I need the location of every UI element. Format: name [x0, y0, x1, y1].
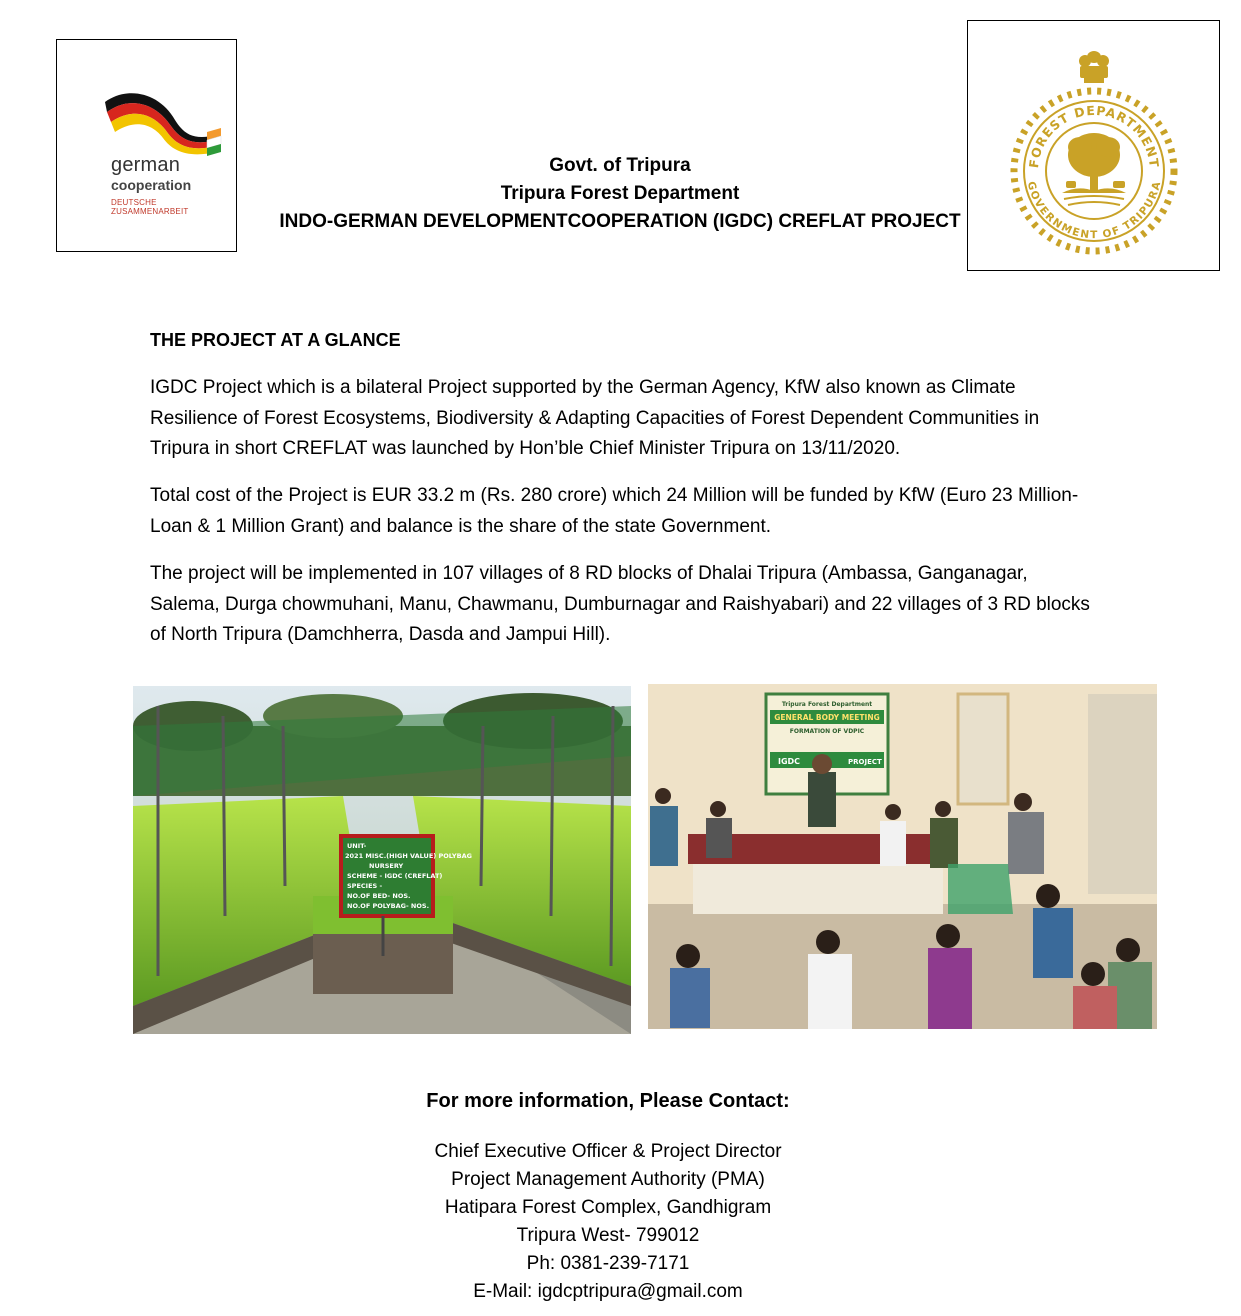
- seal-top-text: FOREST DEPARTMENT: [1025, 102, 1163, 169]
- nursery-photo: [133, 686, 631, 1034]
- banner-dept: Tripura Forest Department: [781, 701, 873, 708]
- seal-bottom-text: GOVERNMENT OF TRIPURA: [1024, 180, 1164, 242]
- german-cooperation-logo: [56, 39, 237, 252]
- banner-subtitle: FORMATION OF VDPIC: [789, 728, 865, 735]
- logo-text-cooperation: cooperation: [111, 177, 192, 193]
- header-project: INDO-GERMAN DEVELOPMENTCOOPERATION (IGDC) CREFLAT PROJECT: [279, 211, 961, 232]
- contact-block: [300, 1138, 916, 1306]
- document-header: [230, 152, 1010, 236]
- sign-line-3: NURSERY: [369, 862, 404, 870]
- contact-organization: Project Management Authority (PMA): [451, 1169, 765, 1190]
- contact-city: Tripura West- 799012: [516, 1225, 700, 1246]
- contact-heading: For more information, Please Contact:: [426, 1090, 790, 1112]
- forest-department-logo: [967, 20, 1220, 271]
- header-department: Tripura Forest Department: [500, 183, 740, 204]
- logo-text-deutsche: DEUTSCHE ZUSAMMENARBEIT: [111, 198, 189, 216]
- meeting-photo: [648, 684, 1157, 1029]
- sign-line-7: NO.OF POLYBAG- NOS.: [347, 902, 430, 910]
- contact-address: Hatipara Forest Complex, Gandhigram: [444, 1197, 772, 1218]
- paragraph-project-villages: The project will be implemented in 107 villages of 8 RD blocks of Dhalai Tripura (Ambassa, Ganganagar, Salema, Durga chowmuhani, Manu, Chawmanu, Dumburnagar and Raishyabari) and 22 villages of 3 RD blocks of North Tripura (Damchherra, Dasda and Jampui Hill).: [150, 563, 1090, 645]
- german-flag-swoosh-icon: [57, 40, 236, 251]
- paragraph-project-cost: Total cost of the Project is EUR 33.2 m (Rs. 280 crore) which 24 Million will be funded by KfW (Euro 23 Million-Loan & 1 Million Grant) and balance is the share of the state Government.: [150, 485, 1079, 537]
- header-govt: Govt. of Tripura: [549, 155, 691, 176]
- banner-title: GENERAL BODY MEETING: [774, 713, 880, 722]
- sign-line-6: NO.OF BED- NOS.: [347, 892, 411, 900]
- banner-igdc: IGDC: [778, 757, 801, 766]
- contact-email[interactable]: E-Mail: igdcptripura@gmail.com: [473, 1281, 743, 1302]
- sign-line-2: 2021 MISC.(HIGH VALUE) POLYBAG: [345, 852, 472, 860]
- sign-line-5: SPECIES -: [347, 882, 383, 890]
- logo-text-german: german: [111, 154, 181, 176]
- contact-phone: Ph: 0381-239-7171: [526, 1253, 690, 1274]
- banner-project: PROJECT: [848, 758, 882, 766]
- forest-department-seal-icon: [968, 21, 1219, 270]
- contact-title: Chief Executive Officer & Project Director: [434, 1141, 782, 1162]
- section-title: THE PROJECT AT A GLANCE: [150, 330, 401, 350]
- paragraph-project-intro: IGDC Project which is a bilateral Project supported by the German Agency, KfW also known as Climate Resilience of Forest Ecosystems, Biodiversity & Adapting Capacities of Forest Dependent Communities in Tripura in short CREFLAT was launched by Hon’ble Chief Minister Tripura on 13/11/2020.: [150, 377, 1040, 459]
- sign-line-1: UNIT-: [347, 842, 367, 850]
- sign-line-4: SCHEME - IGDC (CREFLAT): [347, 872, 443, 880]
